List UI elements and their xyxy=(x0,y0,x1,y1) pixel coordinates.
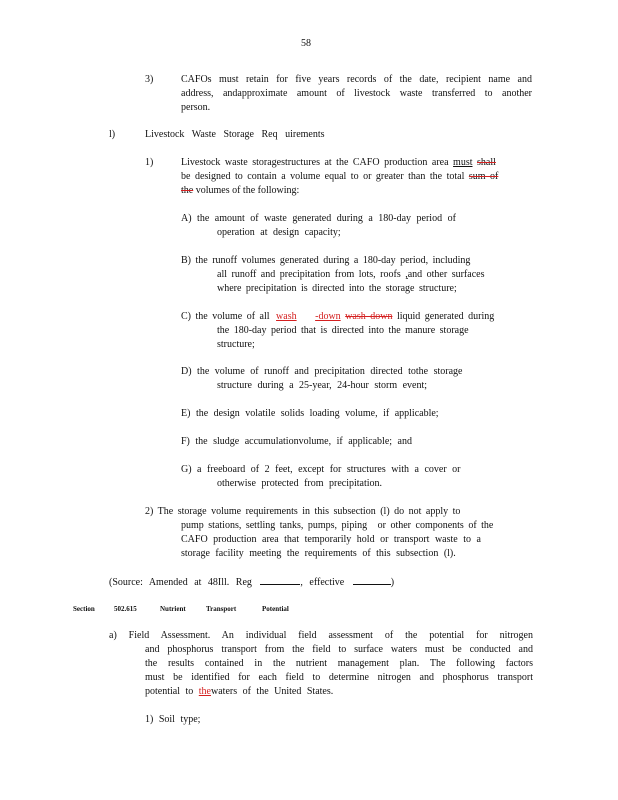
l2-line-2-text-b: or other components of the xyxy=(377,520,494,531)
field-assessment-line-5-text-a: potential to xyxy=(145,686,194,697)
item-e-line-1: E) the design volatile solids loading volume, if applicable; xyxy=(181,408,439,419)
item-b-line-2-text-a: all runoff and precipitation from lots, roofs xyxy=(217,269,401,280)
subsection-l-title: Livestock Waste Storage Req uirements xyxy=(145,129,325,140)
l1-line-3-text: volumes of the following: xyxy=(195,185,300,196)
l1-line-3 xyxy=(181,185,299,197)
item-c-inserted-wash: wash xyxy=(276,311,297,322)
subsection-l-number: l) xyxy=(109,129,116,140)
l2-line-2 xyxy=(181,520,493,532)
field-assessment-line-1: a) Field Assessment. An individual field assessment of the potential for nitrogen xyxy=(109,630,533,641)
item-g-line-1: G) a freeboard of 2 feet, except for structures with a cover or xyxy=(181,464,461,475)
field-assessment-line-4: must be identified for each field to determine nitrogen and phosphorus transport xyxy=(145,672,533,683)
item-c-inserted-down: -down xyxy=(315,311,341,322)
l1-line-2-text: be designed to contain a volume equal to or greater than the total xyxy=(181,171,465,182)
l1-line-1-text: Livestock waste storagestructures at the CAFO production area xyxy=(181,157,449,168)
page-number: 58 xyxy=(301,38,311,49)
item-3-number: 3) xyxy=(145,74,154,85)
item-3-line-2: address, andapproximate amount of livestock waste transferred to another xyxy=(181,88,532,99)
section-number: 502.615 xyxy=(114,605,137,613)
item-c-line-2: the 180-day period that is directed into the manure storage xyxy=(217,325,469,336)
field-assessment-line-5-text-b: waters of the United States. xyxy=(211,686,334,697)
source-note-text-a: (Source: Amended at 48Ill. Reg xyxy=(109,577,252,588)
section-label: Section xyxy=(73,605,95,613)
l2-line-2-text-a: pump stations, settling tanks, pumps, piping xyxy=(181,520,368,531)
item-b-line-2-text-b: and other surfaces xyxy=(407,269,485,280)
source-note xyxy=(109,575,394,589)
source-note-text-b: , effective xyxy=(300,577,345,588)
item-g-line-2: otherwise protected from precipitation. xyxy=(217,478,383,489)
l2-line-4: storage facility meeting the requirements of this subsection (l). xyxy=(181,548,456,559)
l1-number: 1) xyxy=(145,157,154,168)
item-c-line-3: structure; xyxy=(217,339,255,350)
field-assessment-line-2: and phosphorus transport from the field to surface waters must be conducted and xyxy=(145,644,533,655)
item-c-line-1-text-b: liquid generated during xyxy=(396,311,495,322)
item-f-line-1: F) the sludge accumulationvolume, if applicable; and xyxy=(181,436,412,447)
field-assessment-line-3: the results contained in the nutrient management plan. The following factors xyxy=(145,658,533,669)
l1-line-1 xyxy=(181,157,496,169)
l1-line-2 xyxy=(181,171,498,183)
l2-line-1: 2) The storage volume requirements in this subsection (l) do not apply to xyxy=(145,506,461,517)
source-reg-blank xyxy=(260,575,300,585)
source-effective-blank xyxy=(353,575,391,585)
l1-deleted-sum-of: sum of xyxy=(468,171,499,182)
item-b-line-1: B) the runoff volumes generated during a 180-day period, including xyxy=(181,255,471,266)
item-3-line-1: CAFOs must retain for five years records of the date, recipient name and xyxy=(181,74,532,85)
l1-inserted-must: must xyxy=(453,157,473,168)
source-note-text-c: ) xyxy=(390,577,395,588)
soil-type-item: 1) Soil type; xyxy=(145,714,201,725)
item-3-line-3: person. xyxy=(181,102,211,113)
item-b-inserted-comma: , xyxy=(405,269,408,280)
item-d-line-1: D) the volume of runoff and precipitation directed tothe storage xyxy=(181,366,463,377)
section-title-word-3: Potential xyxy=(262,605,289,613)
item-a-line-1: A) the amount of waste generated during a 180-day period of xyxy=(181,213,456,224)
item-c-line-1-text: C) the volume of all xyxy=(181,311,270,322)
section-title-word-2: Transport xyxy=(206,605,237,613)
item-c-line-1 xyxy=(181,311,494,323)
item-b-line-3: where precipitation is directed into the storage structure; xyxy=(217,283,457,294)
field-assessment-line-5 xyxy=(145,686,333,698)
item-c-deleted-wash-down: wash down xyxy=(345,311,393,322)
l2-line-3: CAFO production area that temporarily hold or transport waste to a xyxy=(181,534,481,545)
l1-deleted-the: the xyxy=(181,185,194,196)
field-assessment-inserted-the: the xyxy=(198,686,211,697)
item-a-line-2: operation at design capacity; xyxy=(217,227,341,238)
item-b-line-2 xyxy=(217,269,484,281)
section-title-word-1: Nutrient xyxy=(160,605,186,613)
l1-deleted-shall: shall xyxy=(477,157,496,168)
item-d-line-2: structure during a 25-year, 24-hour storm event; xyxy=(217,380,428,391)
